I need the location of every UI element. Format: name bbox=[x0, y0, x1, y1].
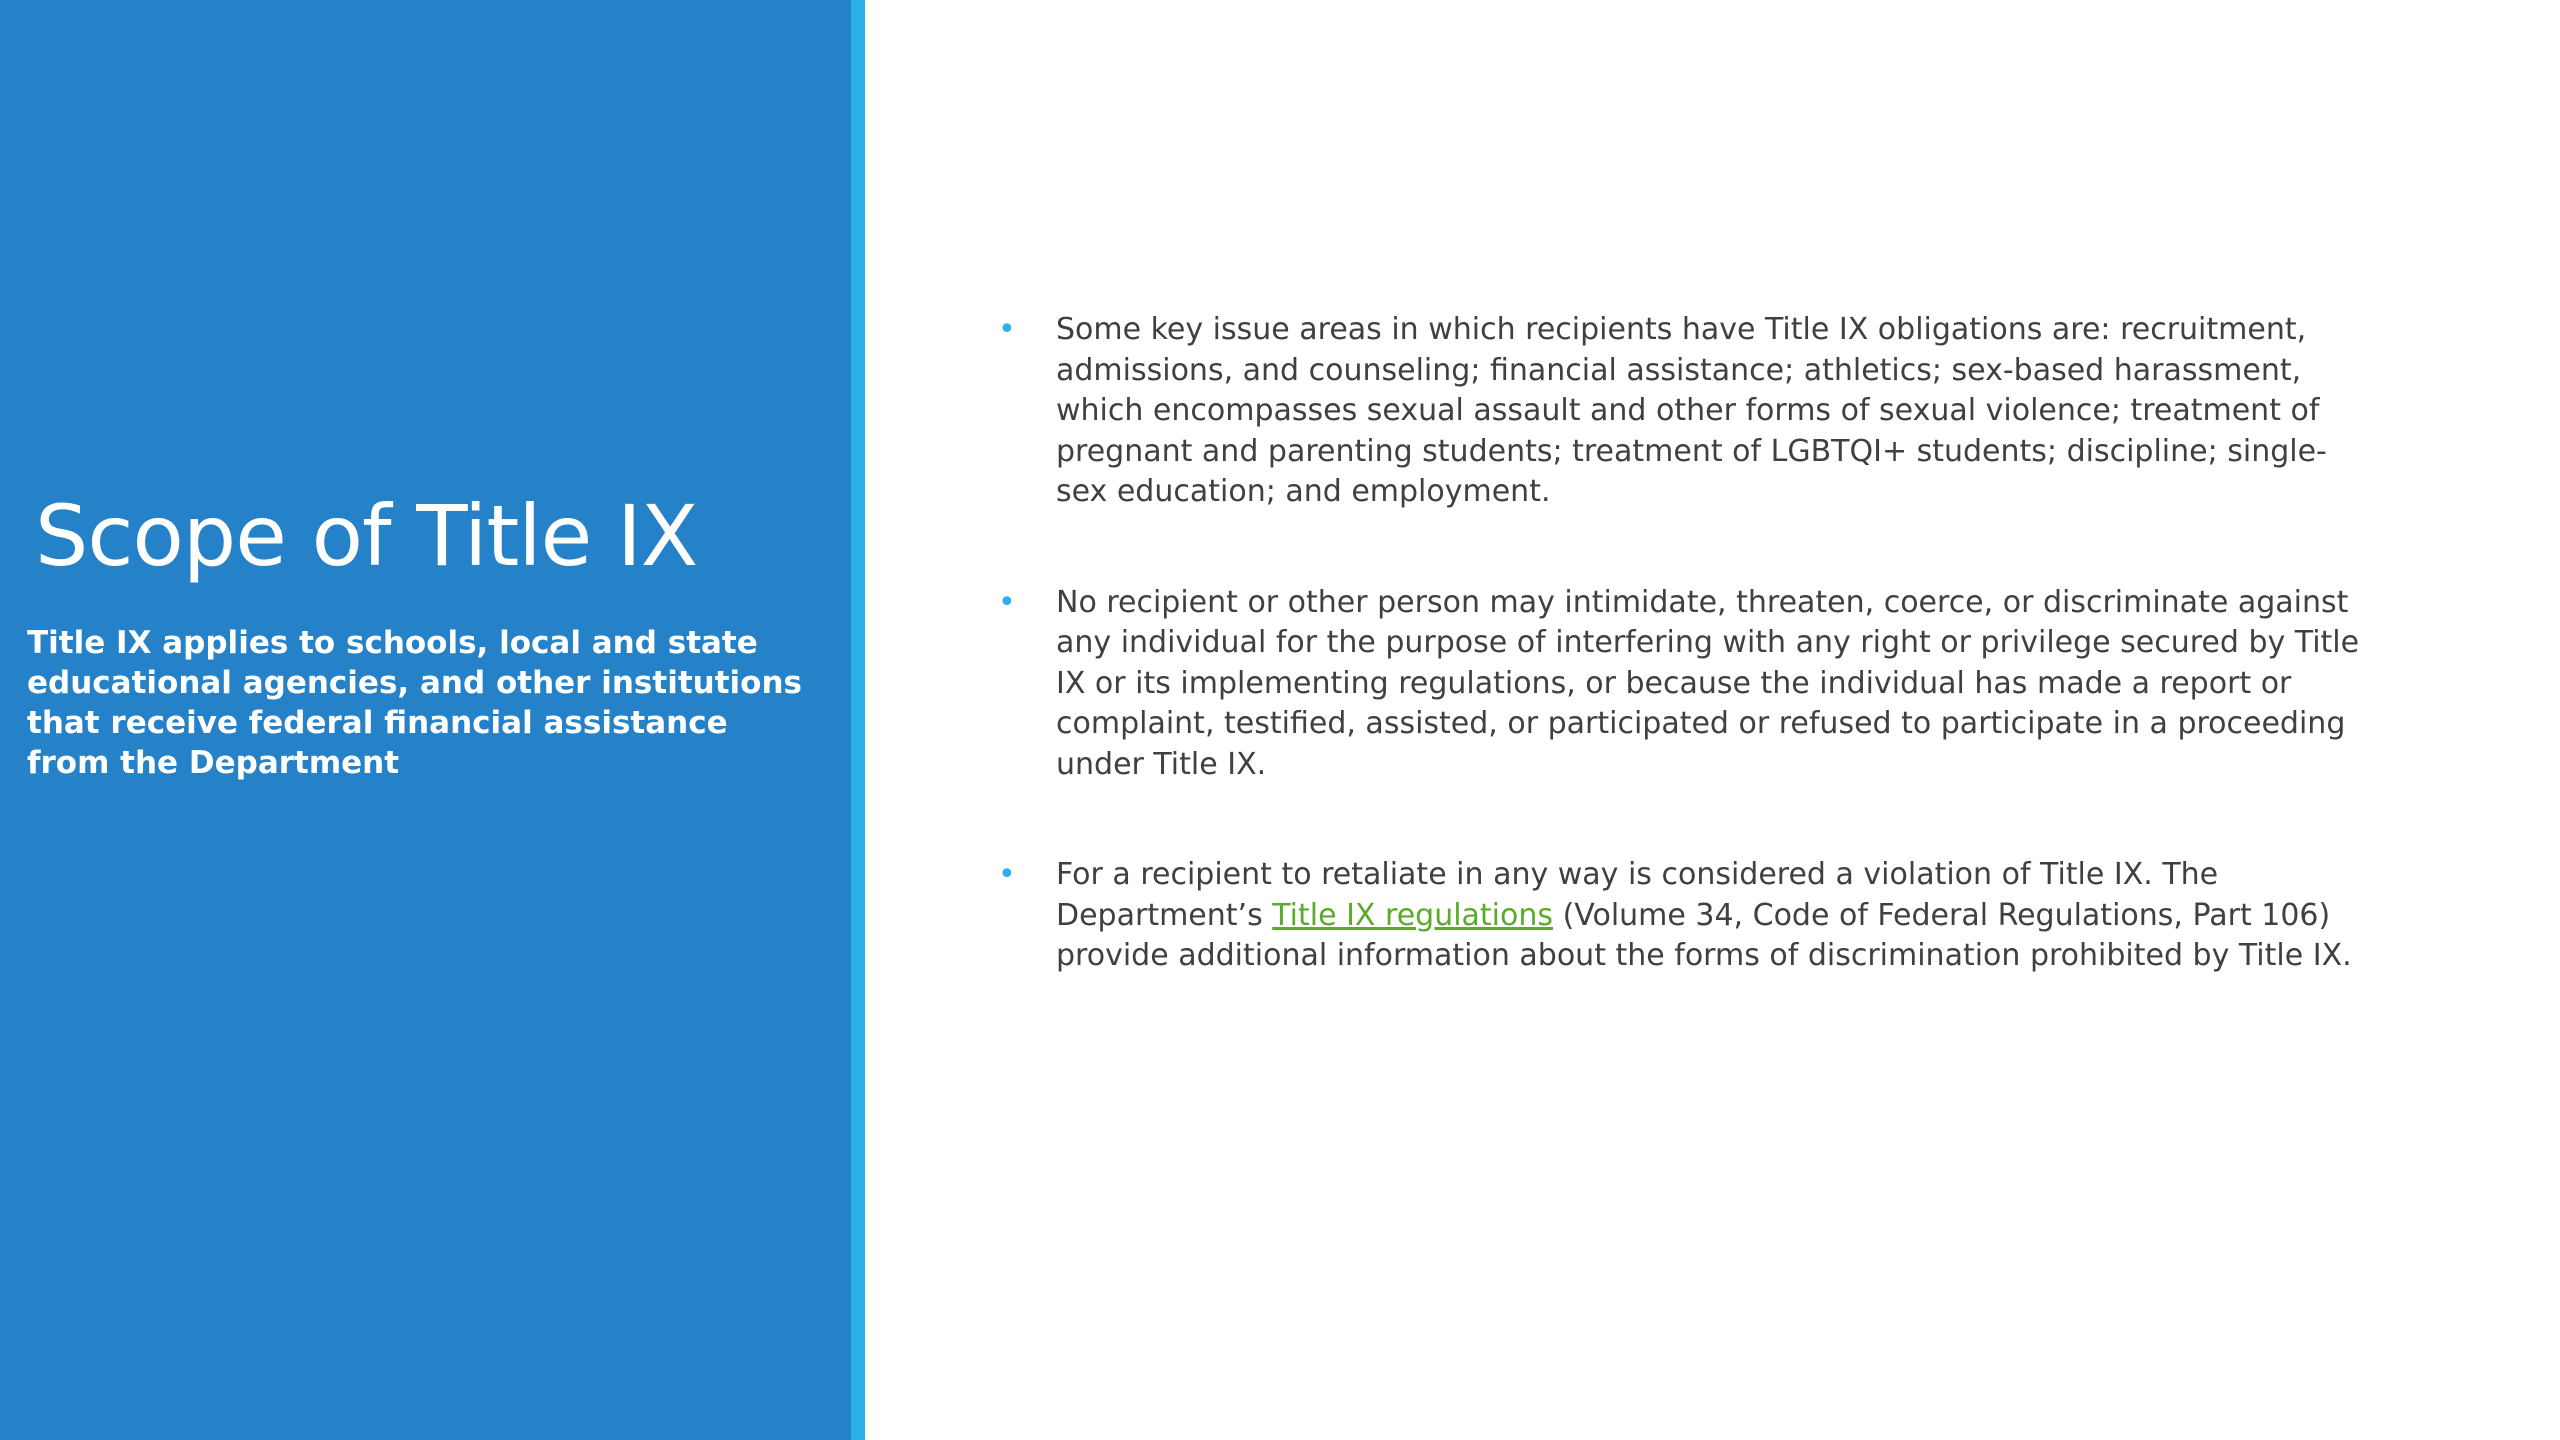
title-panel bbox=[0, 0, 857, 1440]
bullet-item-obligations bbox=[990, 310, 2370, 513]
bullet-item-retaliation bbox=[990, 855, 2370, 977]
title-ix-regulations-link[interactable]: Title IX regulations bbox=[1272, 897, 1554, 933]
bullet-text: No recipient or other person may intimidate, threaten, coerce, or discriminate against any individual for the purpose of interfering with any right or privilege secured by Title IX or its implementing regulations, or because the individual has made a report or complaint, testified, assisted, or participated or refused to participate in a proceeding under Title IX. bbox=[1056, 584, 2360, 782]
bullet-text-after-link: (Volume 34, Code of Federal Regulations, Part 106) provide additional information about the forms of discrimination prohibited by Title IX. bbox=[1056, 897, 2352, 973]
bullet-icon: • bbox=[998, 584, 1016, 620]
bullet-text-before-link: For a recipient to retaliate in any way is considered a violation of Title IX. The Department’s bbox=[1056, 857, 2219, 933]
slide-title: Scope of Title IX bbox=[35, 487, 698, 585]
bullet-list bbox=[990, 310, 2370, 1047]
slide-subtitle: Title IX applies to schools, local and state educational agencies, and other institutions that receive federal financial assistance from the Department bbox=[27, 625, 802, 781]
bullet-text: Some key issue areas in which recipients have Title IX obligations are: recruitment, admissions, and counseling; financial assistance; athletics; sex-based harassment, which encompasses sexual assault and other forms of sexual violence; treatment of pregnant and parenting students; treatment of LGBTQI+ students; discipline; single-sex education; and employment. bbox=[1056, 312, 2327, 509]
bullet-icon: • bbox=[998, 857, 1016, 892]
bullet-icon: • bbox=[998, 312, 1016, 347]
bullet-item-intimidation bbox=[990, 583, 2370, 786]
accent-stripe bbox=[851, 0, 865, 1440]
